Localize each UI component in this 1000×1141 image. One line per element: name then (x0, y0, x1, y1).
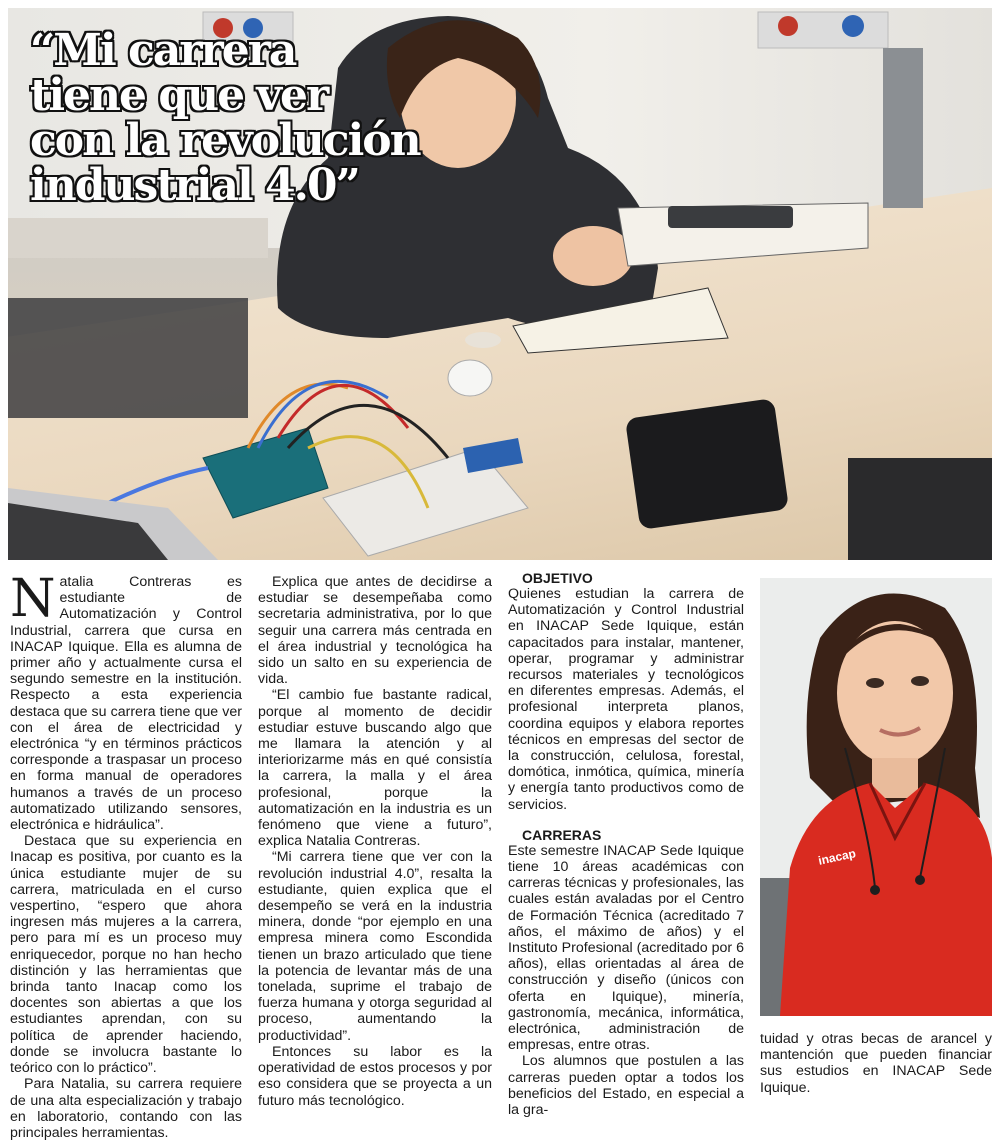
paragraph (10, 569, 242, 834)
column-3 (508, 570, 744, 1118)
section-heading: CARRERAS (522, 826, 602, 843)
portrait-photo (760, 578, 992, 1016)
main-photo (8, 8, 992, 560)
paragraph: tuidad y otras becas de arancel y mantención que pueden financiar sus estudios en INACAP Sede Iquique. (760, 1031, 992, 1096)
headline: “Mi carrera tiene que ver con la revolución industrial 4.0” (30, 25, 420, 211)
drop-cap: N (10, 569, 56, 629)
paragraph: Quienes estudian la carrera de Automatización y Control Industrial en INACAP Sede Iquique, están capacitados para instalar, mantener, operar, programar y administrar recursos materiales y tecnológicos en diferentes empresas. Además, el profesional interpreta planos, coordina equipos y elabora reportes técnicos en empresas del sector de la construcción, celulosa, forestal, domótica, inmótica, química, minería y energía tanto productivos como de servicios. (508, 586, 744, 813)
paragraph: Este semestre INACAP Sede Iquique tiene 10 áreas académicas con carreras técnicas y profesionales, las cuales están avaladas por el Centro de Formación Técnica (acreditado 7 años, el máximo de años) y el Instituto Profesional (acreditado por 6 años), ellas orientadas al área de construcción y diseño (únicos con oferta en Iquique), minería, gastronomía, mecánica, informática, electrónica, administración de empresas, entre otras. (508, 842, 744, 1054)
paragraph: Destaca que su experiencia en Inacap es positiva, por cuanto es la única estudiante mujer de su carrera, matriculada en el curso vespertino, “espero que ahora ingresen más mujeres a la carrera, pero para mí es un proceso muy enriquecedor, porque no han hecho distinción y las herramientas que brinda tanto Inacap como los docentes son abiertas a que los estudiantes aprendan, con su política de aprender haciendo, donde se involucra bastante lo teórico con lo práctico”. (10, 833, 242, 1077)
paragraph: “Mi carrera tiene que ver con la revolución industrial 4.0”, resalta la estudiante, quien explica que el desempeño se verá en la industria minera, donde “por ejemplo en una empresa minera como Escondida tienen un brazo articulado que tiene la potencia de levantar más de una tonelada, suprime el trabajo de fuerza humana y otorga seguridad al proceso, aumentando la productividad”. (258, 849, 492, 1044)
jacket-logo: inacap (816, 846, 858, 868)
column-1 (10, 569, 242, 1141)
column-2 (258, 574, 492, 1109)
paragraph-text: atalia Contreras es estudiante de Automatización y Control Industrial, carrera que cursa en INACAP Iquique. Ella es alumna de primer año y actualmente cursa el segundo semestre en la institución. Respecto a esta experiencia destaca que su carrera tiene que ver con el área de electricidad y electrónica “y en términos prácticos corresponde a traspasar un proceso en forma manual de operadores humanos a través de un proceso automatizado utilizando sensores, electrónica e hidráulica”. (10, 574, 242, 834)
portrait-scene (760, 578, 992, 1016)
paragraph: Para Natalia, su carrera requiere de una alta especialización y trabajo en laboratorio, contando con las principales herramientas. (10, 1076, 242, 1141)
column-4 (760, 1031, 992, 1096)
section-heading: OBJETIVO (522, 570, 593, 586)
paragraph: Explica que antes de decidirse a estudiar se desempeñaba como secretaria administrativa, por lo que seguir una carrera más centrada en el área industrial y tecnológica ha sido un salto en su experiencia de vida. (258, 574, 492, 688)
paragraph: Los alumnos que postulen a las carreras pueden optar a todos los beneficios del Estado, en especial a la gra- (508, 1053, 744, 1119)
paragraph: “El cambio fue bastante radical, porque al momento de decidir estudiar estuve buscando algo que me llamara la atención y al interiorizarme más en qué consistía la carrera, la malla y el área profesional, porque la automatización en la industria es un fenómeno que viene a futuro”, explica Natalia Contreras. (258, 687, 492, 850)
paragraph: Entonces su labor es la operatividad de estos procesos y por eso considera que se proyecta a un futuro más tecnológico. (258, 1043, 492, 1109)
